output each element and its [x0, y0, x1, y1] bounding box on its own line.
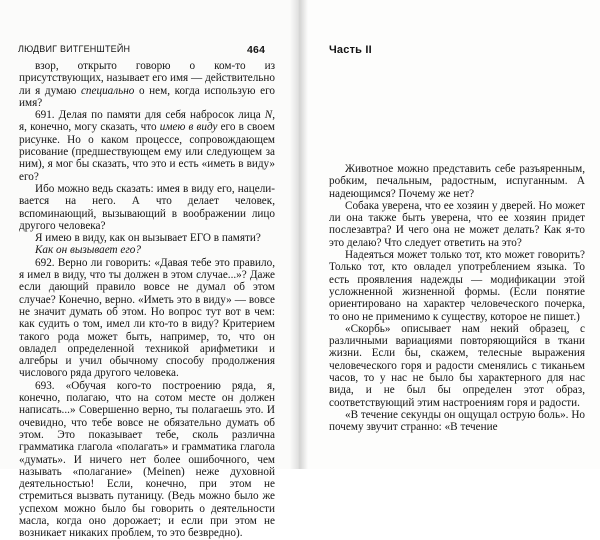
text-segment: «В течение секунды он ощущал острую боль». Но почему звучит странно: «В течение: [329, 408, 585, 434]
paragraph: [329, 409, 585, 434]
italic-text: N: [264, 109, 273, 122]
text-segment: 692. Верно ли говорить: «Давая тебе это правило, я имел в виду, что ты должен в этом случае...»? Даже если дающий правило вовсе не думал об этом случае? Конечно, верно. «Иметь это в виду» — вовсе не значит думать об этом. Но вопрос тут вот в чем: как судить о том, имел ли кто-то в виду? Критерием такого рода может быть, например, то, что он овладел определенной техникой арифметики и алгебры и учил обычному способу продолжения числового ряда другого человека.: [19, 256, 275, 380]
italic-text: специально: [80, 84, 135, 97]
text-segment: «Скорбь» описывает нам некий образец, с различными вариациями повторяющийся в ткани жизни. Если бы, скажем, телесные выражения человеческого горя и радости сменялись с тиканьем часов, то у нас не было бы характерного для нас вида, и не был бы определен этот образ, соответствующий этим настроениям горя и радости.: [329, 322, 585, 409]
paragraph: [329, 249, 585, 323]
paragraph: [19, 183, 275, 232]
text-segment: о нем, когда использую его имя?: [19, 84, 275, 109]
text-segment: Животное можно представить себе разъяренным, робким, печальным, радостным, испуганным. А надеющимся? Почему же нет?: [329, 163, 585, 200]
paragraph: [329, 163, 585, 200]
text-segment: 693. «Обучая кого-то построению ряда, я, конечно, полагаю, что на сотом месте он должен написать...» Совершенно верно, ты полагаешь это. И очевидно, что тебе вовсе не обязательно думать об этом. Это показывает тебе, сколь различна грамматика глагола «полагать» и грамматика глагола «думать». И ничего нет более ошибочного, чем называть «полагание» (Meinen) неже духовной деятельностью! Если, конечно, при этом не стремиться вызвать путаницу. (Ведь можно было же успехом можно было бы говорить о деятельности масла, когда оно дорожает; и если при этом не возникает никаких проблем, то это безвредно).: [19, 379, 275, 540]
italic-text: Как он вызывает его?: [35, 244, 141, 257]
running-title-left: ЛЮДВИГ ВИТГЕНШТЕЙН: [18, 44, 131, 54]
paragraph: [19, 60, 275, 109]
text-segment: 691. Делая по памяти для себя набросок лица: [35, 109, 265, 122]
right-text-column: [329, 163, 585, 434]
text-segment: Надеяться может только тот, кто может говорить? Только тот, кто овладел употреблением языка. То есть проявления надежды — модификации этой усложненной жизненной формы. (Если понятие ориентировано на характер человеческого почерка, то оно не применимо к существу, которое не пишет.): [329, 249, 585, 323]
paragraph: [19, 380, 275, 540]
text-segment: взор, открыто говорю о ком-то из присутствующих, называет его имя — действительно ли я думаю: [19, 60, 275, 97]
paragraph: [329, 323, 585, 409]
running-title-right: Часть II: [329, 44, 372, 56]
paragraph: [19, 232, 275, 244]
right-page: [300, 0, 600, 469]
text-segment: Я имею в виду, как он вызывает ЕГО в памяти?: [35, 232, 261, 245]
paragraph: [19, 257, 275, 380]
left-text-column: [19, 60, 275, 540]
paragraph: [19, 244, 275, 256]
text-segment: Собака уверена, что ее хозяин у дверей. Но может ли она также быть уверена, что ее хозяин придет послезавтра? И чего она не может делать? Как я-то это делаю? Что следует ответить на это?: [329, 199, 585, 249]
italic-text: имею в виду: [159, 121, 218, 134]
paragraph: [329, 200, 585, 249]
paragraph: [19, 109, 275, 183]
text-segment: , я, конечно, могу сказать, что: [19, 109, 275, 134]
text-segment: его в своем рисунке. Но о каком процессе, сопровождающем рисование (предшествующем ему или следующем за ним), я мог бы сказать, что это и есть «иметь в виду» его?: [19, 121, 275, 183]
text-segment: Ибо можно ведь сказать: имея в виду его, нацеливается на него. А что делает человек, вспоминающий, вызывающий в воображении лицо другого человека?: [19, 182, 275, 232]
page-number: 464: [247, 44, 266, 56]
